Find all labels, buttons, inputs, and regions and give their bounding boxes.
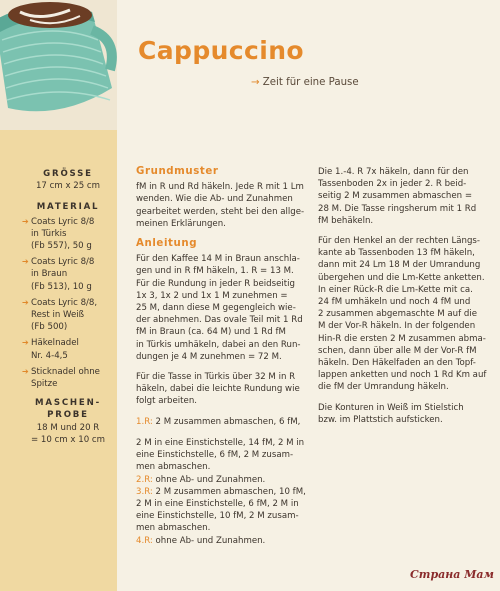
- anleitung-paragraph: [136, 253, 310, 363]
- text-column-left: [136, 166, 310, 547]
- subtitle-text: Zeit für eine Pause: [262, 77, 359, 88]
- text-line: kante ab Tassenboden 13 fM häkeln,: [318, 248, 475, 259]
- grundmuster-heading: Grundmuster: [136, 166, 219, 177]
- material-item: [22, 297, 114, 334]
- text-line: fM behäkeln.: [318, 215, 374, 226]
- groesse-heading: GRÖSSE: [43, 169, 93, 179]
- text-line: Die 1.-4. R 7x häkeln, dann für den: [318, 167, 469, 177]
- row-line: eine Einstichstelle, 6 fM, 2 M zusam-: [136, 450, 294, 461]
- material-item: [22, 256, 114, 293]
- row-label: 1.R:: [136, 417, 153, 428]
- text-line: In einer Rück-R die Lm-Kette mit ca.: [318, 284, 473, 295]
- row-line: men abmaschen.: [136, 462, 211, 473]
- page-subtitle: [251, 77, 359, 88]
- text-line: wenden. Wie die Ab- und Zunahmen: [136, 194, 293, 205]
- maschenprobe-line: 18 M und 20 R: [36, 422, 100, 433]
- text-line: Die Konturen in Weiß im Stielstich: [318, 402, 464, 413]
- material-line: Spitze: [31, 379, 58, 390]
- row-line: eine Einstichstelle, 10 fM, 2 M zusam-: [136, 511, 299, 522]
- material-item: [22, 337, 114, 361]
- maschenprobe-line: = 10 cm x 10 cm: [30, 434, 105, 445]
- paragraph: [318, 166, 492, 227]
- material-line: in Braun: [31, 269, 68, 280]
- groesse-value: 17 cm x 25 cm: [35, 181, 101, 192]
- material-heading: MATERIAL: [36, 202, 100, 213]
- material-line: (Fb 500): [31, 322, 68, 333]
- paragraph: [318, 402, 492, 426]
- material-line: Coats Lyric 8/8: [31, 216, 95, 227]
- row-instructions: [136, 416, 310, 547]
- text-line: 24 fM umhäkeln und noch 4 fM und: [318, 297, 471, 308]
- page-title: Cappuccino: [138, 36, 304, 65]
- text-line: Hin-R die ersten 2 M zusammen abma-: [318, 333, 486, 344]
- row-line: [136, 474, 310, 486]
- arrow-icon: ➔: [22, 297, 29, 307]
- text-column-right: [318, 166, 492, 434]
- text-line: bzw. im Plattstich aufsticken.: [318, 414, 443, 425]
- anleitung-heading: Anleitung: [136, 238, 198, 250]
- anleitung-paragraph: [136, 371, 310, 408]
- row-label: 3.R:: [136, 486, 153, 497]
- row-line: men abmaschen.: [136, 523, 211, 534]
- material-line: Rest in Weiß: [31, 310, 85, 321]
- arrow-icon: ➔: [22, 216, 29, 226]
- arrow-icon: ➔: [22, 366, 29, 376]
- text-line: 25 M, dann diese M gegengleich wie-: [136, 303, 296, 314]
- row-line: 2 M in eine Einstichstelle, 6 fM, 2 M in: [136, 499, 299, 510]
- row-text: ohne Ab- und Zunahmen.: [152, 535, 266, 546]
- row-label: 4.R:: [136, 535, 153, 546]
- text-line: meinen Erklärungen.: [136, 218, 226, 229]
- maschenprobe-heading: PROBE: [47, 410, 89, 421]
- text-line: seitig 2 M zusammen abmaschen =: [318, 191, 473, 202]
- text-line: übergehen und die Lm-Kette anketten.: [318, 272, 485, 283]
- row-label: 2.R:: [136, 474, 153, 485]
- text-line: lappen anketten und noch 1 Rd Km auf: [318, 370, 487, 381]
- arrow-icon: →: [251, 77, 260, 88]
- text-line: M der Vor-R häkeln. In der folgenden: [318, 321, 476, 332]
- material-line: Coats Lyric 8/8,: [31, 297, 98, 308]
- material-line: Coats Lyric 8/8: [31, 257, 95, 268]
- text-line: häkeln. Den Häkelfaden an den Topf-: [318, 358, 476, 369]
- text-line: 2 zusammen abgemaschte M auf die: [318, 309, 477, 320]
- material-line: (Fb 513), 10 g: [31, 281, 92, 292]
- sidebar-content: [22, 168, 114, 446]
- cup-photo: [0, 0, 117, 130]
- text-line: in Türkis umhäkeln, dabei an den Run-: [136, 339, 301, 350]
- text-line: gen und in R fM häkeln, 1. R = 13 M.: [136, 266, 294, 277]
- text-line: gearbeitet werden, steht bei den allge-: [136, 206, 305, 217]
- paragraph: [318, 235, 492, 394]
- row-line: 2 M in eine Einstichstelle, 14 fM, 2 M in: [136, 438, 305, 449]
- text-line: Für den Henkel an der rechten Längs-: [318, 236, 481, 247]
- arrow-icon: ➔: [22, 338, 29, 348]
- row-text: 2 M zusammen abmaschen, 6 fM,: [152, 417, 301, 428]
- material-item: [22, 366, 114, 390]
- text-line: Für die Rundung in jeder R beidseitig: [136, 278, 295, 289]
- site-watermark: Страна Мам: [410, 568, 494, 581]
- text-line: Tassenboden 2x in jeder 2. R beid-: [318, 179, 467, 190]
- text-line: häkeln, dabei die leichte Rundung wie: [136, 384, 300, 395]
- material-line: Nr. 4-4,5: [31, 350, 68, 361]
- text-line: 1x 3, 1x 2 und 1x 1 M zunehmen =: [136, 290, 288, 301]
- text-line: dungen je 4 M zunehmen = 72 M.: [136, 351, 282, 362]
- text-line: der abnehmen. Das ovale Teil mit 1 Rd: [136, 315, 303, 326]
- material-line: Häkelnadel: [31, 338, 79, 349]
- text-line: schen, dann über alle M der Vor-R fM: [318, 345, 477, 356]
- material-item: [22, 216, 114, 253]
- material-line: in Türkis: [31, 228, 67, 239]
- text-line: 28 M. Die Tasse ringsherum mit 1 Rd: [318, 203, 477, 214]
- row-text: 2 M zusammen abmaschen, 10 fM,: [152, 486, 306, 497]
- row-line: [136, 535, 310, 547]
- grundmuster-paragraph: [136, 181, 310, 230]
- arrow-icon: ➔: [22, 257, 29, 267]
- text-line: Für den Kaffee 14 M in Braun anschla-: [136, 254, 300, 265]
- text-line: Für die Tasse in Türkis über 32 M in R: [136, 372, 296, 383]
- material-line: Sticknadel ohne: [31, 366, 100, 377]
- text-line: die fM der Umrandung häkeln.: [318, 382, 449, 393]
- row-line: [136, 416, 310, 428]
- text-line: fM in R und Rd häkeln. Jede R mit 1 Lm: [136, 182, 304, 193]
- text-line: fM in Braun (ca. 64 M) und 1 Rd fM: [136, 327, 286, 338]
- material-line: (Fb 557), 50 g: [31, 241, 92, 252]
- row-line: [136, 486, 310, 498]
- maschenprobe-heading: MASCHEN-: [35, 398, 101, 409]
- text-line: dann mit 24 Lm 18 M der Umrandung: [318, 260, 481, 271]
- row-text: ohne Ab- und Zunahmen.: [152, 474, 266, 485]
- text-line: folgt arbeiten.: [136, 396, 197, 407]
